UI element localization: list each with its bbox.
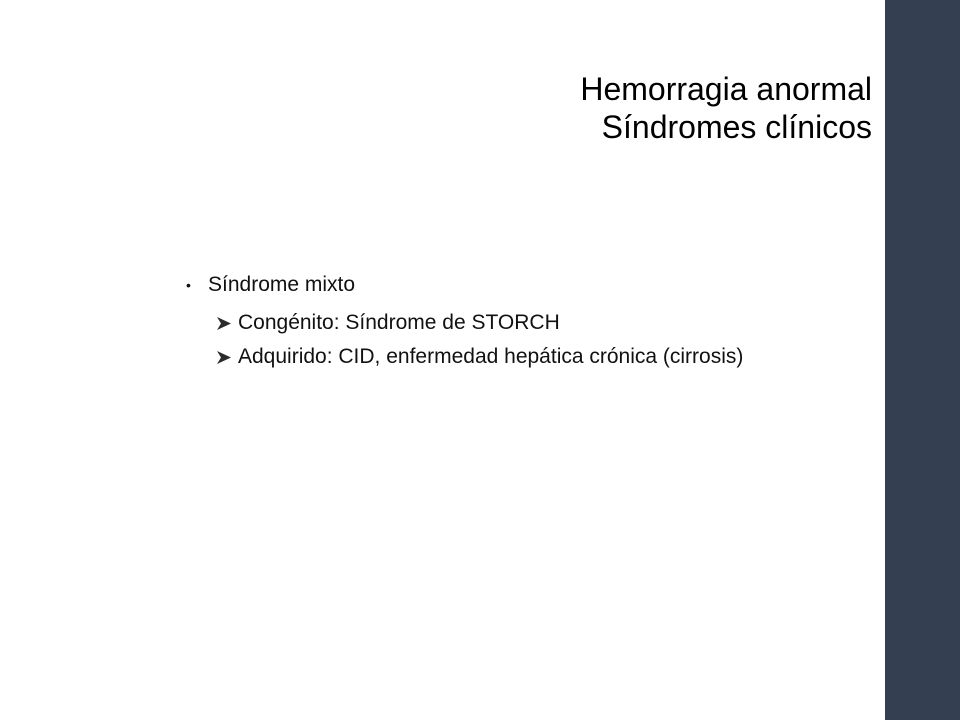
sub-item-label: Congénito: Síndrome de STORCH bbox=[238, 311, 560, 334]
sidebar-decorative-bar bbox=[885, 0, 960, 720]
bullet-item-label: Síndrome mixto bbox=[208, 273, 356, 296]
slide-title bbox=[580, 70, 872, 146]
sub-item-list bbox=[186, 308, 826, 372]
slide-title-line-1: Hemorragia anormal bbox=[580, 71, 872, 107]
sub-item-label: Adquirido: CID, enfermedad hepática crónica (cirrosis) bbox=[238, 345, 744, 368]
arrow-bullet-icon bbox=[216, 342, 236, 372]
bullet-item bbox=[186, 270, 826, 300]
bullet-dot-icon: • bbox=[186, 277, 191, 293]
sub-item bbox=[186, 342, 826, 372]
slide-title-line-2: Síndromes clínicos bbox=[601, 109, 872, 145]
sub-item bbox=[186, 308, 826, 338]
arrow-bullet-icon bbox=[216, 308, 236, 338]
slide-content bbox=[186, 270, 826, 376]
